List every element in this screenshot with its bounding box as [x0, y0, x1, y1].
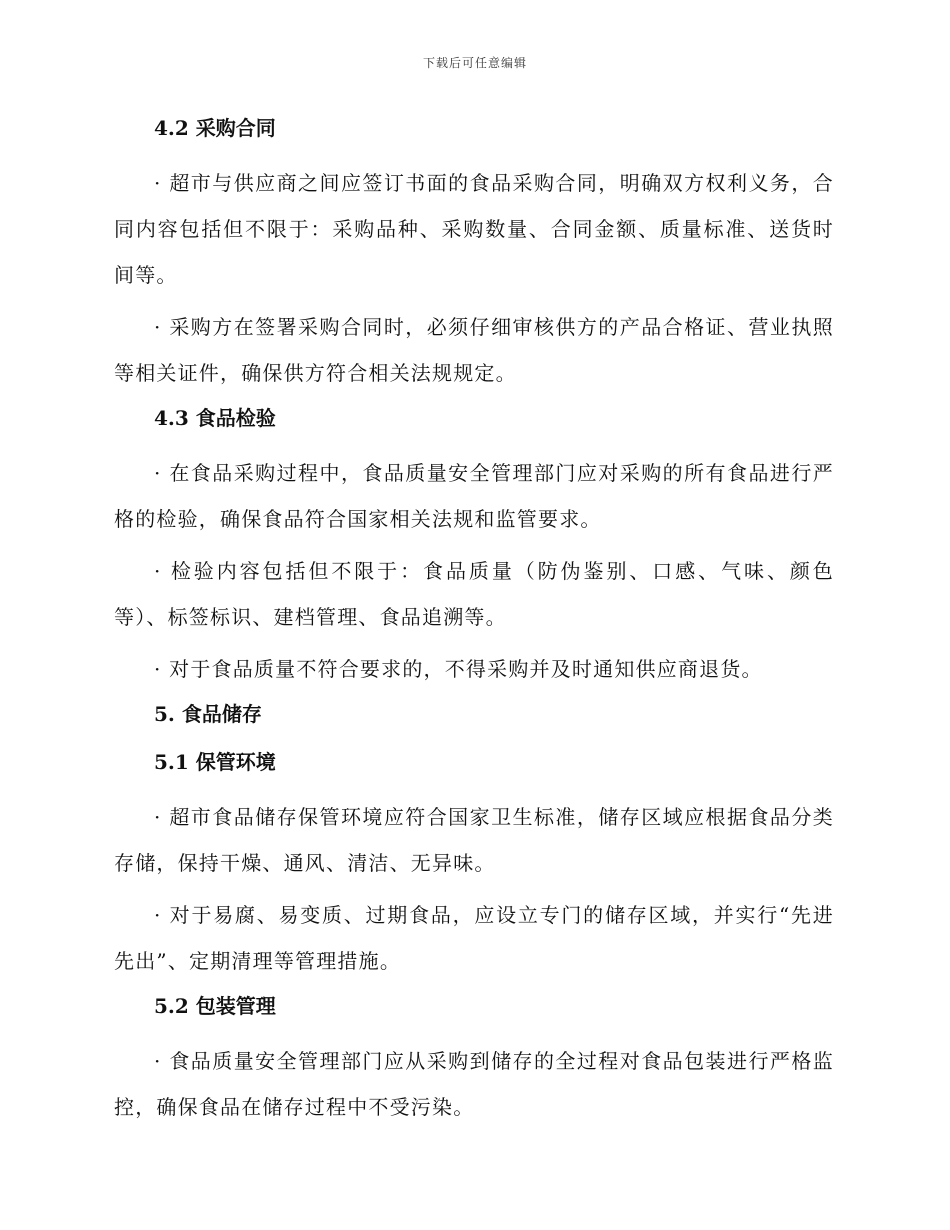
paragraph: · 超市食品储存保管环境应符合国家卫生标准，储存区域应根据食品分类存储，保持干燥、通风、清洁、无异味。 — [114, 805, 834, 875]
paragraph: · 对于食品质量不符合要求的，不得采购并及时通知供应商退货。 — [154, 657, 763, 681]
section-heading-4-2: 4.2 采购合同 — [154, 116, 276, 140]
section-heading-4-3: 4.3 食品检验 — [154, 406, 276, 430]
paragraph: · 检验内容包括但不限于：食品质量（防伪鉴别、口感、气味、颜色等）、标签标识、建档管理、食品追溯等。 — [114, 559, 834, 629]
paragraph: · 在食品采购过程中，食品质量安全管理部门应对采购的所有食品进行严格的检验，确保食品符合国家相关法规和监管要求。 — [114, 461, 834, 531]
paragraph: · 食品质量安全管理部门应从采购到储存的全过程对食品包装进行严格监控，确保食品在储存过程中不受污染。 — [114, 1049, 834, 1119]
paragraph: · 采购方在签署采购合同时，必须仔细审核供方的产品合格证、营业执照等相关证件，确保供方符合相关法规规定。 — [114, 315, 834, 385]
section-heading-5-2: 5.2 包装管理 — [154, 994, 276, 1018]
document-body — [114, 112, 834, 1136]
section-heading-5-1: 5.1 保管环境 — [154, 750, 276, 774]
paragraph: · 对于易腐、易变质、过期食品，应设立专门的储存区域，并实行“先进先出”、定期清理等管理措施。 — [114, 903, 834, 973]
paragraph: · 超市与供应商之间应签订书面的食品采购合同，明确双方权利义务，合同内容包括但不限于：采购品种、采购数量、合同金额、质量标准、送货时间等。 — [114, 171, 834, 287]
page-header: 下载后可任意编辑 — [422, 56, 527, 70]
section-heading-5: 5. 食品储存 — [154, 702, 262, 726]
